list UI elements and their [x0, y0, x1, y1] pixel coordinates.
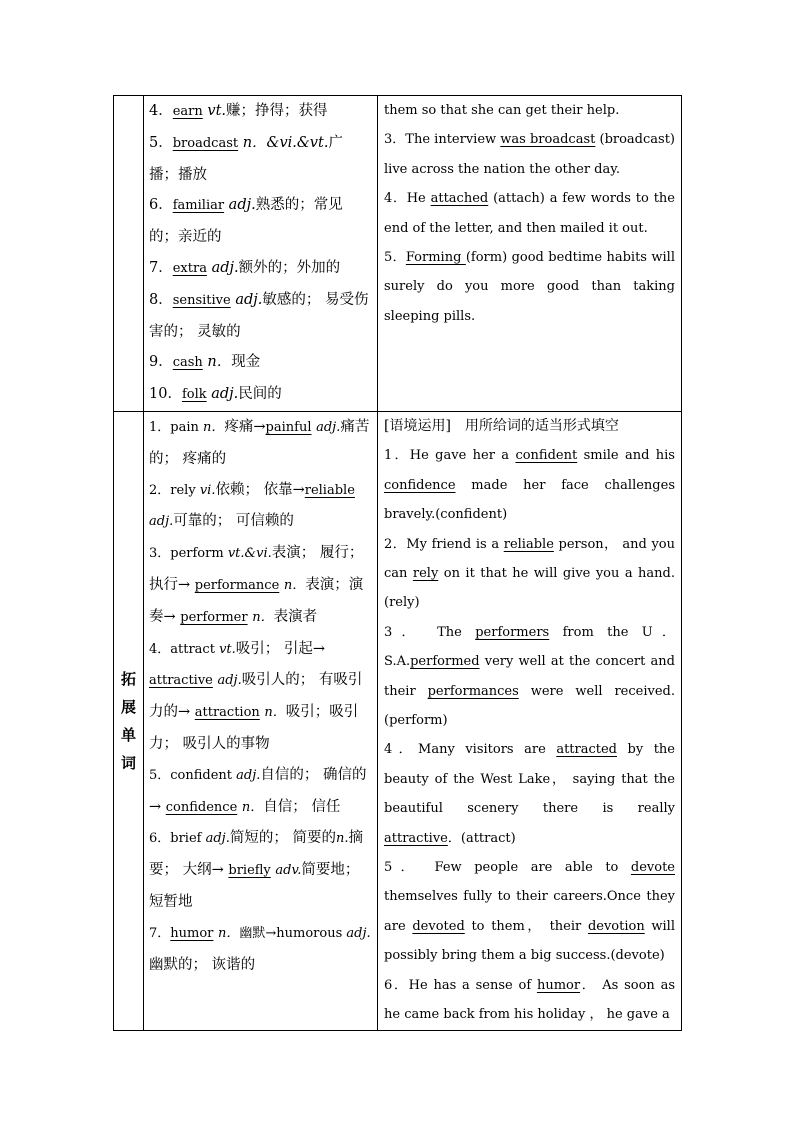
- part-of-speech: adj.: [228, 197, 256, 214]
- section-label-char: 拓: [120, 669, 136, 688]
- answer-blank: devotion: [587, 918, 645, 934]
- answer-blank: performers: [475, 624, 550, 640]
- part-of-speech: n．: [283, 577, 306, 593]
- meaning: 熟悉的；常见的；亲近的: [149, 197, 343, 246]
- word-list-cell: [144, 96, 378, 412]
- part-of-speech: adj.: [236, 767, 261, 783]
- exercise-heading: [语境运用] 用所给词的适当形式填空: [384, 417, 619, 434]
- sentence-text: (attach) a few words to the end of the letter, and then mailed it out.: [384, 191, 675, 236]
- sentence-text: person， and you can: [384, 536, 675, 581]
- sentence-text: (broadcast) live across the nation the other day.: [384, 132, 676, 177]
- meaning: 简要地； 短暂地: [149, 862, 360, 910]
- exercise-cell: [378, 411, 682, 1030]
- worksheet-page: [113, 95, 681, 1031]
- sentence-text: them so that she can get their help.: [384, 103, 620, 118]
- meaning: 表演；演奏→: [149, 576, 364, 625]
- sentence-text: 5． Few people are able to: [384, 860, 631, 876]
- answer-blank: confidence: [384, 477, 456, 493]
- list-item: [149, 347, 371, 379]
- answer-word: folk: [181, 387, 207, 403]
- part-of-speech: n．: [203, 419, 225, 435]
- meaning: 疼痛→: [224, 418, 266, 435]
- answer-word: attraction: [194, 705, 260, 721]
- exercise-item: [384, 184, 675, 243]
- exercise-item: [384, 853, 675, 971]
- meaning: 幽默的； 诙谐的: [149, 956, 256, 973]
- section-label-cell: [114, 411, 144, 1030]
- list-item: [149, 96, 371, 128]
- meaning: 可靠的； 可信赖的: [173, 513, 294, 530]
- answer-blank: devoted: [412, 918, 465, 934]
- meaning: 痛苦的； 疼痛的: [149, 418, 370, 467]
- headword: 6．brief: [149, 831, 206, 847]
- answer-blank: attracted: [556, 742, 617, 758]
- answer-blank: was broadcast: [500, 132, 596, 148]
- sentence-text: smile and his: [577, 448, 675, 464]
- part-of-speech: vt.: [207, 103, 227, 119]
- section-label-char: 单: [120, 725, 136, 744]
- sentence-text: were well received.(perform): [384, 683, 676, 729]
- meaning: 敏感的； 易受伤害的； 灵敏的: [149, 291, 369, 340]
- part-of-speech: n．: [241, 799, 264, 815]
- answer-blank: devote: [630, 860, 675, 876]
- meaning: 自信； 信任: [263, 798, 341, 815]
- sentence-text: (form) good bedtime habits will surely do you more good than taking sleeping pills.: [384, 250, 675, 324]
- meaning: 吸引； 引起→: [235, 640, 326, 657]
- answer-word: broadcast: [172, 135, 239, 151]
- part-of-speech: vt.: [219, 641, 236, 657]
- sentence-text: from the U．S.A.: [384, 624, 675, 670]
- answer-word: attractive: [149, 673, 213, 689]
- sentence-text: made her face challenges bravely.(confident): [384, 477, 675, 523]
- list-item: [149, 412, 371, 475]
- meaning: 表演； 履行；执行→: [149, 545, 364, 593]
- sentence-text: will possibly bring them a big success.(devote): [384, 918, 675, 964]
- item-number: 9．: [149, 354, 173, 371]
- sentence-text: by the beauty of the West Lake， saying that the beautiful scenery there is really: [384, 742, 675, 817]
- meaning: 广播；播放: [149, 134, 343, 183]
- headword: 4．attract: [149, 641, 220, 657]
- answer-word: performer: [180, 609, 248, 625]
- answer-word: familiar: [172, 198, 225, 214]
- sentence-text: on it that he will give you a hand.(rely): [384, 566, 675, 611]
- answer-word: cash: [172, 355, 203, 371]
- answer-word: briefly: [228, 863, 271, 879]
- meaning: 现金: [231, 354, 261, 371]
- table-row: [114, 96, 682, 412]
- item-number: 7．: [149, 925, 171, 941]
- part-of-speech: n.: [335, 831, 349, 847]
- section-label-char: 展: [120, 697, 136, 716]
- part-of-speech: vt.&vi.: [227, 546, 272, 562]
- part-of-speech: n．&vi.&vt.: [242, 134, 329, 151]
- sentence-text: themselves fully to their careers.Once they are: [384, 889, 675, 934]
- exercise-item: [384, 441, 675, 529]
- item-number: 8．: [149, 291, 173, 308]
- meaning: 表演者: [273, 608, 318, 625]
- sentence-text: 3．The interview: [384, 132, 501, 148]
- sentence-text: 1．He gave her a: [384, 448, 516, 464]
- answer-blank: attractive: [384, 830, 448, 846]
- exercise-line: [384, 96, 675, 125]
- part-of-speech: n．: [264, 705, 286, 721]
- list-item: [149, 190, 371, 253]
- exercise-item: [384, 971, 675, 1030]
- meaning: 自信的； 确信的→: [149, 766, 367, 815]
- answer-word: performance: [194, 577, 280, 593]
- item-number: 7．: [149, 259, 173, 276]
- list-item: [149, 285, 371, 348]
- vocabulary-table: [113, 95, 682, 1031]
- part-of-speech: adj.: [346, 925, 371, 941]
- meaning: 幽默→humorous: [239, 925, 347, 941]
- sentence-text: very well at the concert and their: [384, 654, 675, 699]
- list-item: [149, 475, 371, 539]
- headword: 1．pain: [149, 419, 204, 435]
- part-of-speech: vi.: [199, 482, 216, 498]
- part-of-speech: adj.: [205, 831, 230, 847]
- list-item: [149, 634, 371, 760]
- part-of-speech: adj.: [149, 514, 174, 530]
- part-of-speech: adv.: [275, 863, 302, 879]
- part-of-speech: adj.: [235, 291, 263, 308]
- sentence-text: to them， their: [464, 918, 588, 934]
- item-number: 4．: [149, 103, 173, 119]
- exercise-item: [384, 618, 675, 736]
- answer-word: painful: [265, 419, 312, 435]
- meaning: 额外的；外加的: [238, 259, 341, 276]
- meaning: 吸引；吸引力； 吸引人的事物: [149, 704, 359, 752]
- list-item: [149, 379, 371, 411]
- section-label-char: 词: [120, 753, 136, 772]
- exercise-item: [384, 125, 675, 184]
- exercise-item: [384, 530, 675, 618]
- part-of-speech: n．: [252, 609, 274, 625]
- item-number: 6．: [149, 197, 173, 214]
- answer-blank: performed: [410, 654, 480, 670]
- sentence-text: 5．: [384, 250, 406, 266]
- headword: 2．rely: [149, 482, 200, 498]
- answer-word: humor: [170, 925, 214, 941]
- section-label-cell-empty: [114, 96, 144, 412]
- table-row: [114, 411, 682, 1030]
- part-of-speech: adj.: [211, 259, 239, 276]
- meaning: 吸引人的； 有吸引力的→: [149, 672, 363, 721]
- part-of-speech: adj.: [217, 673, 242, 689]
- answer-blank: confident: [515, 448, 578, 464]
- answer-word: extra: [172, 260, 207, 276]
- list-item: [149, 538, 371, 633]
- headword: 5．confident: [149, 767, 237, 783]
- sentence-text: 4．Many visitors are: [384, 742, 557, 758]
- part-of-speech: adj.: [316, 419, 341, 435]
- meaning: 依赖； 依靠→: [215, 481, 305, 498]
- meaning: 简短的； 简要的: [229, 830, 336, 847]
- word-list-cell: [144, 411, 378, 1030]
- headword: 3．perform: [149, 546, 228, 562]
- answer-word: reliable: [304, 482, 355, 498]
- sentence-text: 4．He: [384, 191, 431, 207]
- answer-blank: rely: [412, 566, 439, 581]
- answer-word: confidence: [165, 799, 238, 815]
- list-item: [149, 823, 371, 917]
- exercise-item: [384, 243, 675, 331]
- part-of-speech: n．: [218, 925, 240, 941]
- part-of-speech: n．: [207, 354, 232, 371]
- answer-blank: attached: [430, 191, 489, 207]
- list-item: [149, 760, 371, 824]
- sentence-text: 6．He has a sense of: [384, 977, 537, 993]
- sentence-text: ． As soon as he came back from his holiday ， he gave a: [384, 977, 676, 1023]
- answer-blank: humor: [536, 977, 581, 993]
- answer-word: earn: [172, 104, 203, 119]
- answer-blank: performances: [427, 683, 519, 699]
- sentence-text: 3． The: [384, 624, 476, 640]
- exercise-item: [384, 735, 675, 853]
- item-number: 10．: [149, 386, 182, 403]
- list-item: [149, 253, 371, 285]
- list-item: [149, 918, 371, 981]
- meaning: 赚；挣得；获得: [226, 103, 328, 119]
- list-item: [149, 128, 371, 191]
- exercise-cell: [378, 96, 682, 412]
- meaning: 摘要； 大纲→: [149, 830, 363, 879]
- part-of-speech: adj.: [211, 386, 239, 403]
- answer-blank: Forming: [405, 250, 466, 266]
- answer-word: sensitive: [172, 292, 231, 308]
- item-number: 5．: [149, 134, 173, 151]
- sentence-text: 2．My friend is a: [384, 536, 504, 552]
- sentence-text: ．(attract): [447, 830, 516, 846]
- answer-blank: reliable: [503, 536, 554, 552]
- meaning: 民间的: [238, 386, 282, 403]
